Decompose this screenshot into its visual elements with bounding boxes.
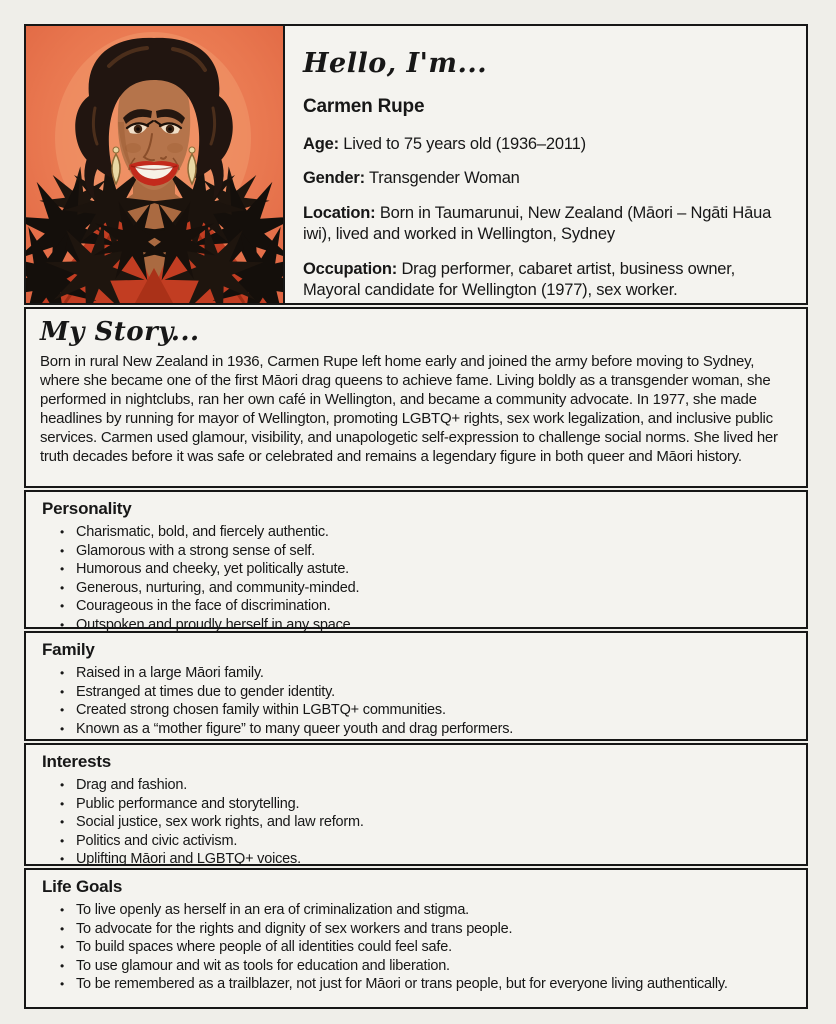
intro-panel [285,26,806,303]
personality-section [24,490,808,633]
field-age-label: Age: [303,135,339,153]
family-section [24,631,808,741]
list-item: • Courageous in the face of discrimination. [60,597,788,616]
profile-card [24,24,808,1011]
story-title: My Story... [40,317,200,347]
list-item: • Politics and civic activism. [60,832,788,851]
interests-list [42,776,788,869]
list-item: • To be remembered as a trailblazer, not just for Māori or trans people, but for everyone living authentically. [60,975,788,994]
life-goals-list [42,901,788,994]
list-item: • Raised in a large Māori family. [60,664,788,683]
family-list [42,664,788,738]
field-gender [303,168,784,189]
story-text: Born in rural New Zealand in 1936, Carmen Rupe left home early and joined the army before moving to Sydney, where she became one of the first Māori drag queens to achieve fame. Living boldly as a transgender woman, she performed in nightclubs, ran her own café in Wellington, and became a community advocate. In 1977, she made headlines by running for mayor of Wellington, promoting LGBTQ+ rights, sex work legalization, and inclusive public services. Carmen used glamour, visibility, and unapologetic self-expression to challenge social norms. She lived her truth decades before it was safe or celebrated and remains a legendary figure in both queer and Māori history. [40,353,778,465]
interests-section [24,743,808,866]
list-item: • Known as a “mother figure” to many queer youth and drag performers. [60,720,788,739]
header-section [24,24,808,305]
list-item: • Charismatic, bold, and fiercely authentic. [60,523,788,542]
list-item: • Drag and fashion. [60,776,788,795]
list-item: • Outspoken and proudly herself in any space. [60,616,788,635]
section-title-interests: Interests [42,752,112,771]
field-gender-value: Transgender Woman [368,169,520,188]
section-title-personality: Personality [42,499,132,518]
person-name: Carmen Rupe [303,96,425,117]
list-item: • Humorous and cheeky, yet politically astute. [60,560,788,579]
field-location [303,203,784,246]
list-item: • Created strong chosen family within LGBTQ+ communities. [60,701,788,720]
story-section [24,307,808,488]
section-title-life-goals: Life Goals [42,877,123,896]
list-item: • To use glamour and wit as tools for education and liberation. [60,957,788,976]
section-title-family: Family [42,640,95,659]
portrait-illustration [26,26,283,303]
field-age-value: Lived to 75 years old (1936–2011) [343,135,586,153]
portrait [26,26,285,303]
list-item: • Glamorous with a strong sense of self. [60,542,788,561]
list-item: • Estranged at times due to gender identity. [60,683,788,702]
field-occupation-value: Drag performer, cabaret artist, business owner, Mayoral candidate for Wellington (1977), sex worker. [303,259,736,300]
field-age [303,134,784,155]
list-item: • To build spaces where people of all identities could feel safe. [60,938,788,957]
personality-list [42,523,788,634]
list-item: • Uplifting Māori and LGBTQ+ voices. [60,850,788,869]
list-item: • To advocate for the rights and dignity of sex workers and trans people. [60,920,788,939]
greeting-title: Hello, I'm... [303,48,488,79]
list-item: • Generous, nurturing, and community-minded. [60,579,788,598]
field-location-label: Location: [303,203,376,222]
list-item: • Public performance and storytelling. [60,795,788,814]
field-location-value: Born in Taumarunui, New Zealand (Māori – Ngāti Hāua iwi), lived and worked in Wellington, Sydney [303,203,772,244]
field-occupation-label: Occupation: [303,259,398,278]
list-item: • Social justice, sex work rights, and law reform. [60,813,788,832]
life-goals-section [24,868,808,1009]
list-item: • To live openly as herself in an era of criminalization and stigma. [60,901,788,920]
field-occupation [303,259,784,302]
field-gender-label: Gender: [303,169,365,188]
